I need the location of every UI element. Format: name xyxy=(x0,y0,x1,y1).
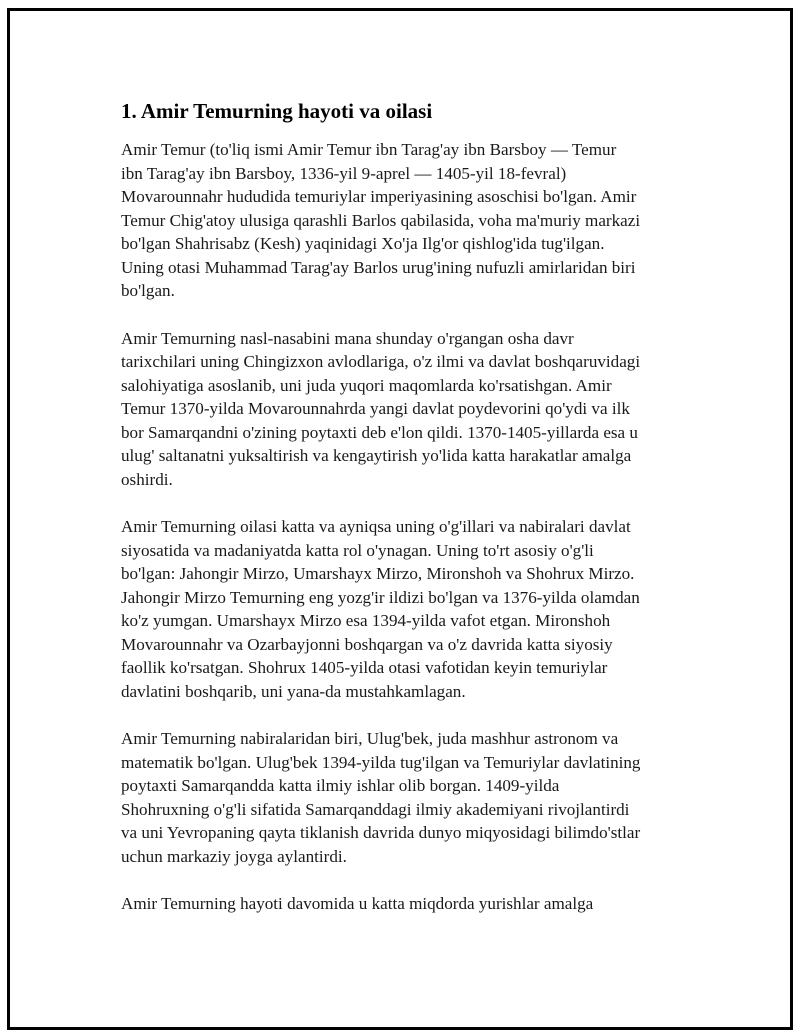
page-frame xyxy=(7,8,793,1030)
document-body xyxy=(121,97,701,940)
paragraph-birth-and-origin: Amir Temur (to'liq ismi Amir Temur ibn Tarag'ay ibn Barsboy — Temur ibn Tarag'ay ibn Barsboy, 1336-yil 9-aprel — 1405-yil 18-fevral) Movarounnahr hududida temuriylar imperiyasining asoschisi bo'lgan. Amir Temur Chig'atoy ulusiga qarashli Barlos qabilasida, voha ma'muriy markazi bo'lgan Shahrisabz (Kesh) yaqinidagi Xo'ja Ilg'or qishlog'ida tug'ilgan. Uning otasi Muhammad Tarag'ay Barlos urug'ining nufuzli amirlaridan biri bo'lgan. xyxy=(121,140,641,300)
paragraph-family-sons: Amir Temurning oilasi katta va ayniqsa uning o'g'illari va nabiralari davlat siyosatida va madaniyatda katta rol o'ynagan. Uning to'rt asosiy o'g'li bo'lgan: Jahongir Mirzo, Umarshayx Mirzo, Mironshoh va Shohrux Mirzo. Jahongir Mirzo Temurning eng yozg'ir ildizi bo'lgan va 1376-yilda olamdan ko'z yumgan. Umarshayx Mirzo esa 1394-yilda vafot etgan. Mironshoh Movarounnahr va Ozarbayjonni boshqargan va o'z davrida katta siyosiy faollik ko'rsatgan. Shohrux 1405-yilda otasi vafotidan keyin temuriylar davlatini boshqarib, uni yana-da mustahkamlagan. xyxy=(121,517,640,701)
paragraph-lineage-and-reign: Amir Temurning nasl-nasabini mana shunday o'rgangan osha davr tarixchilari uning Chingizxon avlodlariga, o'z ilmi va davlat boshqaruvidagi salohiyatiga asoslanib, uni juda yuqori maqomlarda ko'rsatishgan. Amir Temur 1370-yilda Movarounnahrda yangi davlat poydevorini qo'ydi va ilk bor Samarqandni o'zining poytaxti deb e'lon qildi. 1370-1405-yillarda esa u ulug' saltanatni yuksaltirish va kengaytirish yo'lida katta harakatlar amalga oshirdi. xyxy=(121,328,641,489)
paragraph-campaigns: Amir Temurning hayoti davomida u katta miqdorda yurishlar amalga xyxy=(121,894,594,913)
section-heading: 1. Amir Temurning hayoti va oilasi xyxy=(121,99,433,123)
paragraph-ulugbek: Amir Temurning nabiralaridan biri, Ulug'bek, juda mashhur astronom va matematik bo'lgan. Ulug'bek 1394-yilda tug'ilgan va Temuriylar davlatining poytaxti Samarqandda katta ilmiy ishlar olib borgan. 1409-yilda Shohruxning o'g'li sifatida Samarqanddagi ilmiy akademiyani rivojlantirdi va uni Yevropaning qayta tiklanish davrida dunyo miqyosidagi bilimdo'stlar uchun markaziy joyga aylantirdi. xyxy=(121,729,641,866)
